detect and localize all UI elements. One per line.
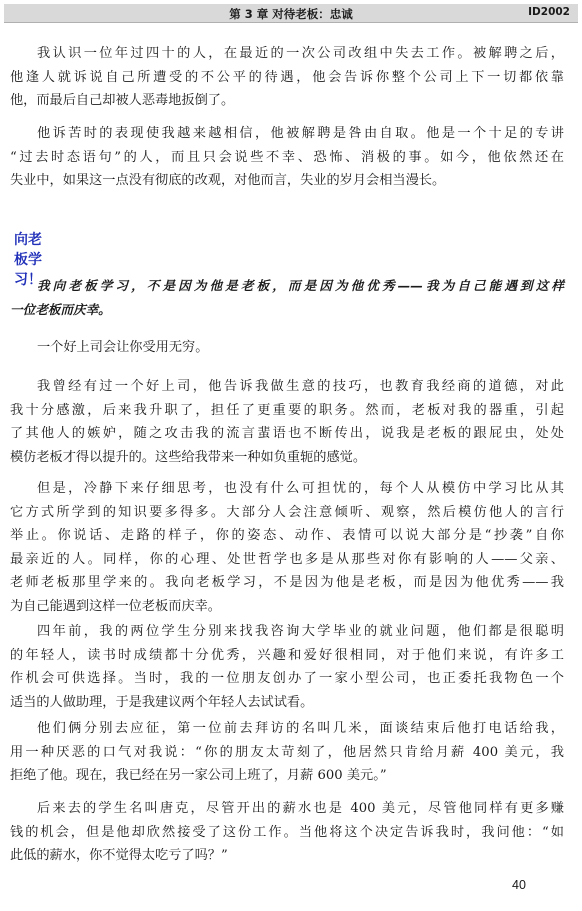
- page-number: 40: [512, 878, 526, 892]
- text-line: 失业中，如果这一点没有彻底的改观，对他而言，失业的岁月会相当漫长。: [10, 173, 446, 188]
- text-line: 适当的人做助理，于是我建议两个年轻人去试试看。: [10, 694, 314, 710]
- text-line: 他诉苦时的表现使我越来越相信，他被解聘是咎由自取。他是一个十足的专讲: [37, 126, 564, 141]
- text-line: 我向老板学习，不是因为他是老板，而是因为他优秀——我为自己能遇到这样: [37, 278, 564, 293]
- text-line: 一位老板而庆幸。: [10, 301, 111, 317]
- text-line: 四年前，我的两位学生分别来找我咨询大学毕业的就业问题，他们都是很聪明: [37, 624, 564, 639]
- text-line: 我十分感激，后来我升职了，担任了更重要的职务。然而，老板对我的器重，引起: [10, 402, 564, 418]
- text-line: 为自己能遇到这样一位老板而庆幸。: [10, 598, 221, 614]
- paragraph: [10, 620, 564, 714]
- text-line: 举止。你说话、走路的样子，你的姿态、动作、表情可以说大部分是“抄袭”自你: [10, 528, 564, 543]
- paragraph: [10, 122, 564, 193]
- text-line: 它方式所学到的知识要多得多。大部分人会注意倾听、观察，然后模仿他人的言行: [10, 504, 564, 520]
- text-line: 我曾经有过一个好上司，他告诉我做生意的技巧，也教育我经商的道德，对此: [37, 379, 564, 394]
- text-line: 老师老板那里学来的。我向老板学习，不是因为他是老板，而是因为他优秀——我: [10, 575, 564, 590]
- text-line: 最亲近的人。同样，你的心理、处世哲学也多是从那些对你有影响的人——父亲、: [10, 551, 564, 567]
- paragraph: [10, 717, 564, 788]
- text-line: 一个好上司会让你受用无穷。: [37, 340, 209, 355]
- text-line: “过去时态语句”的人，而且只会说些不幸、恐怖、消极的事。如今，他依然还在: [10, 149, 564, 165]
- paragraph: [10, 336, 564, 360]
- text-line: 了其他人的嫉妒，随之攻击我的流言蜚语也不断传出，说我是老板的跟屁虫，处处: [10, 426, 564, 441]
- document-id: ID2002: [528, 6, 570, 18]
- text-line: 他逢人就诉说自己所遭受的不公平的待遇，他会告诉你整个公司上下一切都依靠: [10, 69, 564, 85]
- text-line: 用一种厌恶的口气对我说：“你的朋友太苛刻了，他居然只肯给月薪 400 美元，我: [10, 744, 564, 760]
- text-line: 的年轻人，读书时成绩都十分优秀，兴趣和爱好很相同，对于他们来说，有许多工: [10, 647, 564, 663]
- text-line: 拒绝了他。现在，我已经在另一家公司上班了，月薪 600 美元。”: [10, 768, 387, 783]
- text-line: 作机会可供选择。当时，我的一位朋友创办了一家小型公司，也正委托我物色一个: [10, 671, 564, 686]
- paragraph: [10, 797, 564, 868]
- text-line: 后来去的学生名叫唐克，尽管开出的薪水也是 400 美元，尽管他同样有更多赚: [37, 801, 564, 816]
- text-line: 此低的薪水，你不觉得太吃亏了吗？”: [10, 848, 228, 863]
- page-header: [4, 4, 578, 23]
- text-line: 我认识一位年过四十的人，在最近的一次公司改组中失去工作。被解聘之后，: [37, 46, 564, 61]
- text-line: 模仿老板才得以提升的。这些给我带来一种如负重轭的感觉。: [10, 449, 367, 465]
- chapter-title: 第 3 章 对待老板：忠诚: [229, 7, 353, 21]
- text-line: 他们俩分别去应征，第一位前去拜访的名叫几米，面谈结束后他打电话给我，: [37, 721, 564, 736]
- paragraph: [10, 477, 564, 618]
- text-line: 他，而最后自己却被人恶毒地扳倒了。: [10, 93, 235, 108]
- section-heading: 向老板学习！: [14, 232, 42, 288]
- text-line: 钱的机会，但是他却欣然接受了这份工作。当他将这个决定告诉我时，我问他：“如: [10, 824, 564, 840]
- quote-paragraph: [10, 274, 564, 321]
- text-line: 但是，冷静下来仔细思考，也没有什么可担忧的，每个人从模仿中学习比从其: [37, 481, 564, 496]
- paragraph: [10, 42, 564, 113]
- paragraph: [10, 375, 564, 469]
